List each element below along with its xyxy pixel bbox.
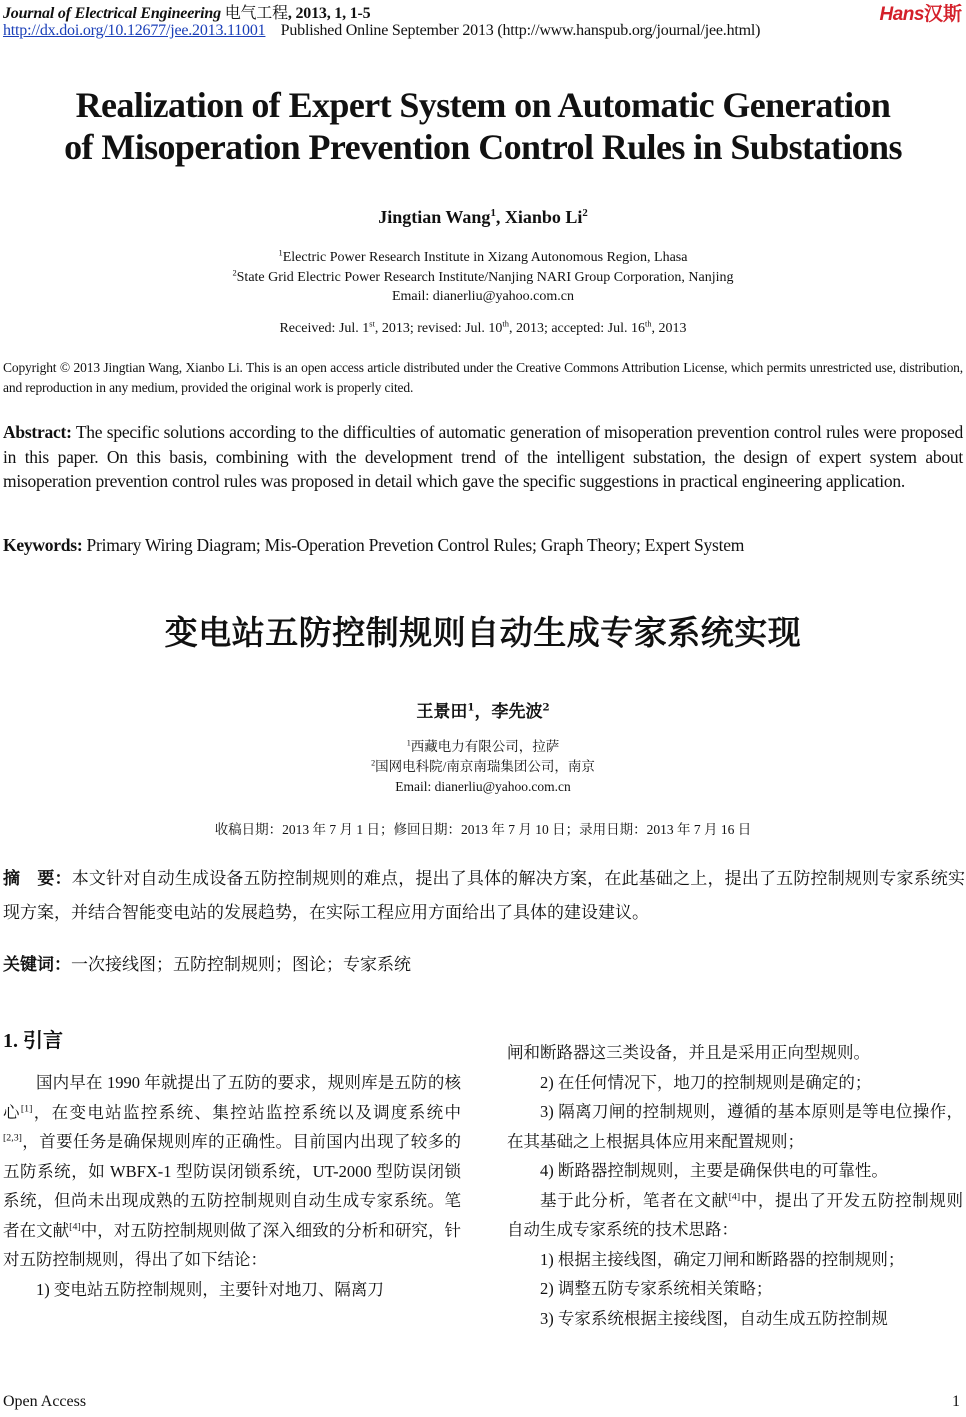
volume-info: , 2013, 1, 1-5 — [287, 5, 371, 22]
affiliation-sup: 2 — [371, 758, 376, 768]
title-line-2: of Misoperation Prevention Control Rules in Substations — [64, 127, 902, 167]
affiliation — [0, 737, 966, 757]
list-item: 3) 专家系统根据主接线图，自动生成五防控制规 — [540, 1308, 888, 1328]
citation[interactable]: [4] — [728, 1191, 741, 1202]
right-column — [507, 1038, 963, 1333]
affiliation-sup: 1 — [406, 738, 411, 748]
abstract-en — [3, 420, 963, 494]
keywords-text-zh: 一次接线图；五防控制规则；图论；专家系统 — [71, 955, 411, 974]
affiliations-en — [0, 248, 966, 307]
doi-line — [3, 22, 760, 40]
page-number: 1 — [952, 1393, 960, 1410]
author-name: 王景田 — [416, 702, 468, 722]
citation[interactable]: [4] — [69, 1221, 81, 1232]
journal-header — [3, 0, 370, 23]
affiliation-text: 西藏电力有限公司，拉萨 — [410, 739, 560, 754]
abstract-label-zh: 摘 要： — [3, 869, 72, 889]
paragraph: 基于此分析，笔者在文献[4]中，提出了开发五防控制规则自动生成专家系统的技术思路： — [507, 1190, 964, 1239]
affiliation-text: State Grid Electric Power Research Institute/Nanjing NARI Group Corporation, Nanjing — [236, 269, 734, 285]
abstract-zh — [3, 862, 965, 929]
author-sup: 1 — [467, 701, 475, 714]
list-item-continued: 闸和断路器这三类设备，并且是采用正向型规则。 — [507, 1043, 870, 1062]
author-name: Xianbo Li — [504, 207, 583, 227]
keywords-label-zh: 关键词： — [3, 955, 71, 975]
citation[interactable]: [2,3] — [3, 1132, 22, 1144]
authors-en — [0, 207, 966, 228]
footer-open-access: Open Access — [3, 1393, 87, 1410]
paragraph: 国内早在 1990 年就提出了五防的要求，规则库是五防的核心[1]，在变电站监控系统、集控站监控系统以及调度系统中[2,3]，首要任务是确保规则库的正确性。目前国内出现了较多的五防系统，如 WBFX-1 型防误闭锁系统，UT-2000 型防误闭锁系统，但尚未出现成熟的五防控制规则自动生成专家系统。笔者在文献[4]中，对五防控制规则做了深入细致的分析和研究，针对五防控制规则，得出了如下结论： — [3, 1073, 462, 1269]
abstract-text-zh: 本文针对自动生成设备五防控制规则的难点，提出了具体的解决方案，在此基础之上，提出了五防控制规则专家系统实现方案，并结合智能变电站的发展趋势，在实际工程应用方面给出了具体的建设建议。 — [3, 869, 966, 922]
journal-name-zh: 电气工程 — [224, 5, 288, 22]
author-name: 李先波 — [491, 702, 543, 722]
dates-en: Received: Jul. 1st, 2013; revised: Jul. 10th, 2013; accepted: Jul. 16th, 2013 — [279, 319, 687, 336]
author-name: Jingtian Wang — [378, 207, 491, 227]
affiliation — [0, 757, 966, 777]
authors-zh — [0, 697, 966, 722]
list-item: 4) 断路器控制规则，主要是确保供电的可靠性。 — [540, 1161, 888, 1180]
author-sup: 2 — [542, 701, 550, 714]
author-separator: ， — [474, 702, 492, 722]
citation[interactable]: [1] — [20, 1103, 33, 1114]
affiliation — [0, 268, 966, 288]
author-separator: , — [495, 207, 505, 227]
dates-zh: 收稿日期：2013 年 7 月 1 日；修回日期：2013 年 7 月 10 日；录用日期：2013 年 7 月 16 日 — [214, 822, 752, 837]
author-sup: 2 — [582, 207, 588, 219]
author-sup: 1 — [490, 207, 496, 219]
abstract-text: The specific solutions according to the difficulties of automatic generation of misoperation prevention control rules were proposed in this paper. On this basis, combining with the development trend of the intelligent substation, the design of expert system about misoperation prevention control rules was proposed in detail which gave the specific suggestions in practical engineering application. — [3, 422, 963, 491]
publisher-logo — [880, 0, 962, 26]
affiliation-text: Electric Power Research Institute in Xizang Autonomous Region, Lhasa — [282, 250, 688, 265]
paper-title-zh: 变电站五防控制规则自动生成专家系统实现 — [164, 613, 802, 652]
doi-link[interactable]: http://dx.doi.org/10.12677/jee.2013.11001 — [3, 22, 266, 39]
keywords-text: Primary Wiring Diagram; Mis-Operation Prevetion Control Rules; Graph Theory; Expert System — [82, 535, 745, 555]
affiliation-text: 国网电科院/南京南瑞集团公司，南京 — [375, 759, 595, 774]
title-line-1: Realization of Expert System on Automatic Generation — [75, 85, 891, 125]
list-item: 2) 在任何情况下，地刀的控制规则是确定的； — [540, 1072, 872, 1092]
list-item: 2) 调整五防专家系统相关策略； — [540, 1279, 773, 1298]
keywords-en — [3, 535, 744, 556]
section-number: 1. — [3, 1030, 23, 1052]
list-item: 3) 隔离刀闸的控制规则，遵循的基本原则是等电位操作，在其基础之上根据具体应用来配置规则； — [507, 1102, 963, 1151]
copyright-notice: Copyright © 2013 Jingtian Wang, Xianbo Li. This is an open access article distributed under the Creative Commons Attribution License, which permits unrestricted use, distribution, and reproduction in any medium, provided the original work is properly cited. — [3, 360, 963, 395]
affiliation-sup: 1 — [278, 248, 283, 258]
affiliations-zh — [0, 737, 966, 797]
affiliation-sup: 2 — [232, 267, 237, 277]
keywords-label: Keywords: — [3, 535, 83, 555]
email-en: Email: dianerliu@yahoo.com.cn — [391, 289, 574, 304]
left-column — [3, 1068, 461, 1304]
email-zh: Email: dianerliu@yahoo.com.cn — [395, 779, 571, 794]
journal-name: Journal of Electrical Engineering — [3, 5, 221, 22]
affiliation — [0, 248, 966, 268]
keywords-zh — [3, 950, 411, 975]
section-title: 引言 — [23, 1028, 63, 1052]
published-info: Published Online September 2013 (http://www.hanspub.org/journal/jee.html) — [280, 22, 761, 39]
abstract-label: Abstract: — [3, 422, 72, 442]
paper-title-en — [0, 84, 966, 168]
section-heading — [3, 1024, 63, 1053]
list-item: 1) 根据主接线图，确定刀闸和断路器的控制规则； — [540, 1249, 905, 1269]
list-item: 1) 变电站五防控制规则，主要针对地刀、隔离刀 — [36, 1279, 384, 1299]
logo-text-zh: 汉斯 — [923, 4, 962, 25]
logo-text: Hans — [879, 4, 924, 25]
